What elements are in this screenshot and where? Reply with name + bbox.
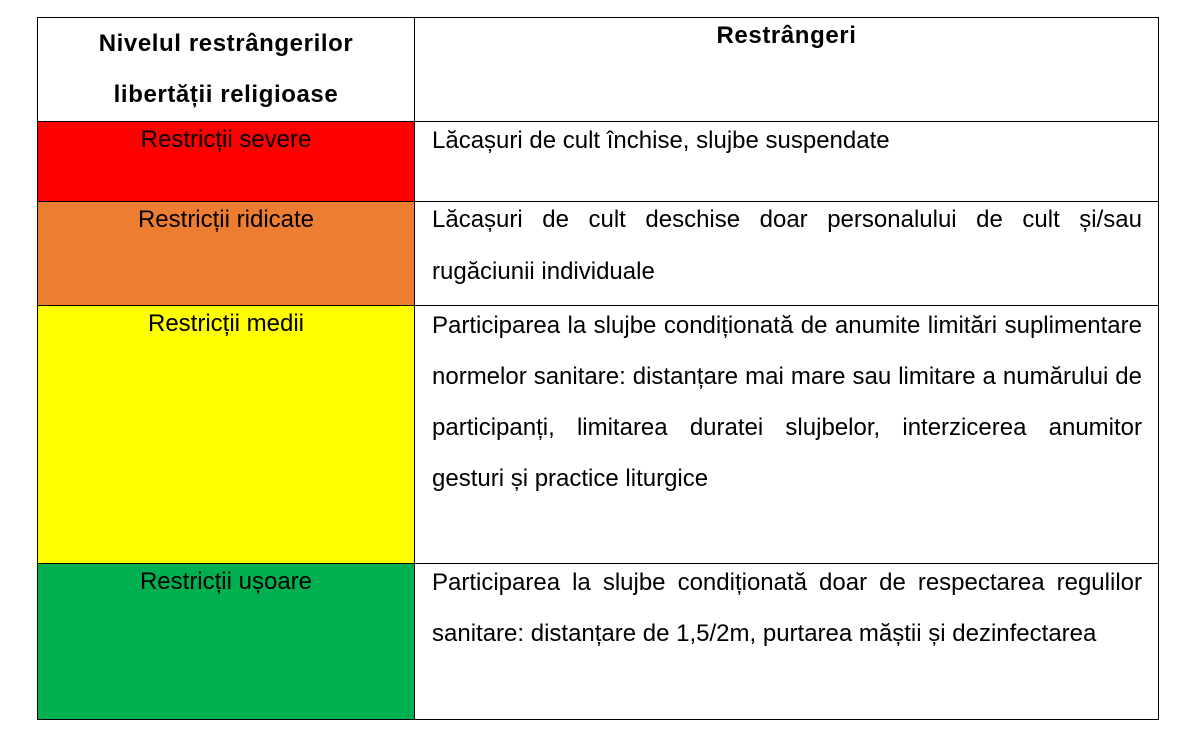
restriction-description <box>415 202 1159 306</box>
level-header-line2: libertății religioase <box>113 81 339 108</box>
level-cell-high: Restricții ridicate <box>38 202 415 306</box>
level-header-line1: Nivelul restrângerilor <box>98 30 354 57</box>
restriction-text: Lăcașuri de cult deschise doar personalului de cult și/sau rugăciunii individuale <box>432 206 1142 285</box>
restriction-text: Participarea la slujbe condiționată doar de respectarea regulilor sanitare: distanțare de 1,5/2m, purtarea măștii și dezinfectarea <box>432 569 1142 647</box>
table-row <box>38 202 1159 306</box>
level-cell-severe: Restricții severe <box>38 122 415 202</box>
table-header-row <box>38 18 1159 122</box>
restriction-description <box>415 122 1159 202</box>
level-cell-light: Restricții ușoare <box>38 564 415 720</box>
restrictions-table <box>37 17 1159 720</box>
restriction-description <box>415 306 1159 564</box>
level-cell-medium: Restricții medii <box>38 306 415 564</box>
table-row <box>38 306 1159 564</box>
restriction-description <box>415 564 1159 720</box>
level-column-header <box>38 18 415 122</box>
restriction-text: Lăcașuri de cult închise, slujbe suspendate <box>432 127 890 154</box>
restrictions-column-header: Restrângeri <box>415 18 1159 122</box>
restriction-text: Participarea la slujbe condiționată de anumite limitări suplimentare normelor sanitare: distanțare mai mare sau limitare a numărului de participanți, limitarea duratei slujbelor, interzicerea anumitor gesturi și practice liturgice <box>432 312 1142 492</box>
table-row <box>38 122 1159 202</box>
table-row <box>38 564 1159 720</box>
